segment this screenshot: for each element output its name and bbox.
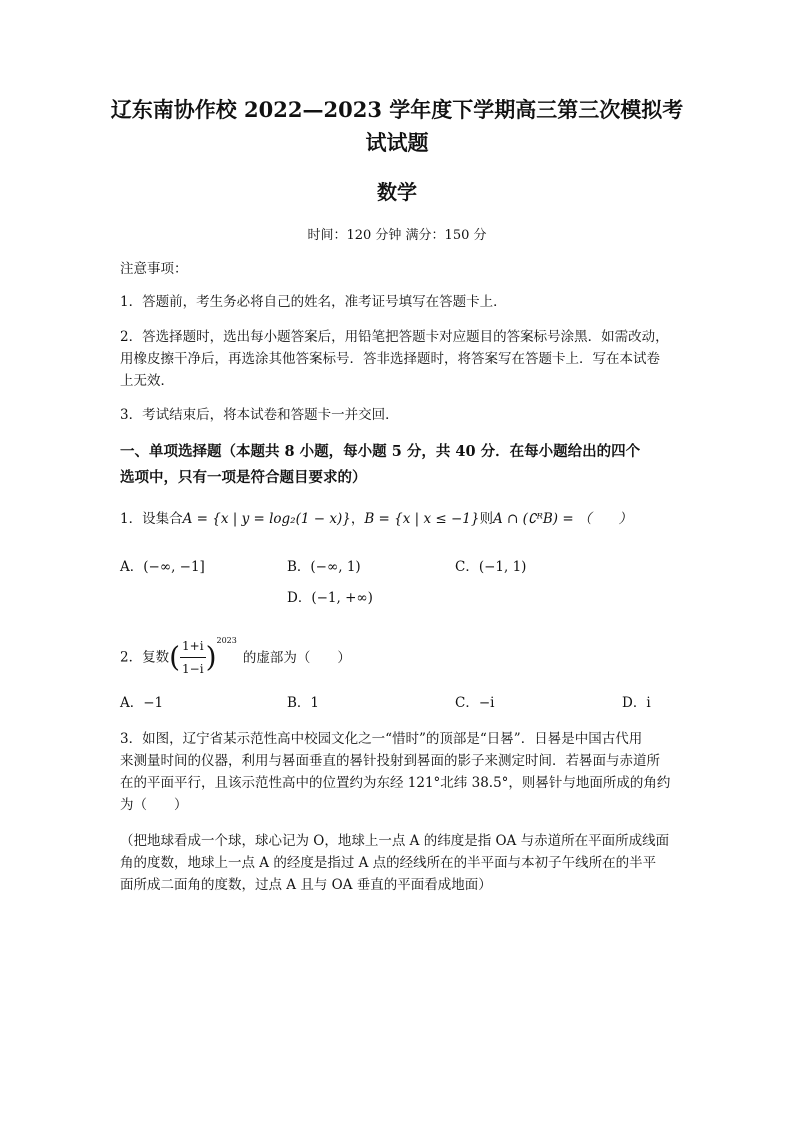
q3-note-line3: 面所成二面角的度数，过点 A 且与 OA 垂直的平面看成地面） [120,877,492,893]
q3-note-line2: 角的度数，地球上一点 A 的经度是指过 A 点的经线所在的半平面与本初子午线所在的半平 [120,855,657,871]
notice-item-3: 3．考试结束后，将本试卷和答题卡一并交回． [120,407,399,423]
q2-option-b: B．1 [287,695,320,711]
q2-numerator: 1+i [180,635,206,658]
q1-option-c: C．(−1, 1) [455,559,527,575]
q2-suffix: 的虚部为（ ） [242,649,351,666]
q3-line4: 为（ ） [120,797,188,813]
q1-option-b: B．(−∞, 1) [287,559,361,575]
section-heading-line2: 选项中，只有一项是符合题目要求的） [120,469,367,486]
question-2: 2．复数( $\frac{1+i}{1-i}$ )$^{2023}$的虚部为（ ） [120,630,520,678]
notice-item-1: 1．答题前，考生务必将自己的姓名，准考证号填写在答题卡上． [120,294,507,310]
q2-fraction [180,635,206,680]
q3-line1: 3．如图，辽宁省某示范性高中校园文化之一“惜时”的顶部是“日晷”．日晷是中国古代用 [120,731,643,747]
q1-option-d: D．(−1, +∞) [287,590,373,606]
notice-item-2-line1: 2．答选择题时，选出每小题答案后，用铅笔把答题卡对应题目的答案标号涂黑．如需改动， [120,329,669,345]
q1-option-a: A．(−∞, −1] [120,559,205,575]
notice-item-2-line2: 用橡皮擦干净后，再选涂其他答案标号．答非选择题时，将答案写在答题卡上．写在本试卷 [120,351,660,367]
q2-prefix: 2．复数 [120,649,170,666]
time-score-info: 时间：120 分钟 满分：150 分 [307,228,487,243]
q1-separator: ， [350,511,365,527]
notice-heading: 注意事项： [120,261,188,277]
q3-note-line1: （把地球看成一个球，球心记为 O，地球上一点 A 的纬度是指 OA 与赤道所在平面所成线面 [120,833,670,849]
q2-option-a: A．−1 [120,695,164,711]
q2-denominator: 1−i [182,662,204,676]
q1-set-a: A = {x | y = log₂(1 − x)} [182,511,351,527]
q1-set-b: B = {x | x ≤ −1} [364,511,480,527]
subject-heading: 数学 [377,180,417,204]
q2-option-c: C．−i [455,695,495,711]
q3-line2: 来测量时间的仪器，利用与晷面垂直的晷针投射到晷面的影子来测定时间．若晷面与赤道所 [120,753,660,769]
q2-option-d: D．i [622,695,651,711]
q3-line3: 在的平面平行，且该示范性高中的位置约为东经 121°北纬 38.5°，则晷针与地面所成的角约 [120,775,671,791]
q1-prefix: 1．设集合 [120,511,183,527]
section-heading-line1: 一、单项选择题（本题共 8 小题，每小题 5 分，共 40 分．在每小题给出的四个 [120,443,641,460]
q1-then: 则 [479,511,493,527]
question-1 [120,508,700,530]
q1-expression: A ∩ (∁ᴿB) = （ ） [492,511,632,527]
notice-item-2-line3: 上无效． [120,373,174,389]
q2-exponent: 2023 [216,636,237,645]
exam-title-line2: 试试题 [365,130,429,155]
exam-title-line1: 辽东南协作校 2022—2023 学年度下学期高三第三次模拟考 [110,97,684,122]
